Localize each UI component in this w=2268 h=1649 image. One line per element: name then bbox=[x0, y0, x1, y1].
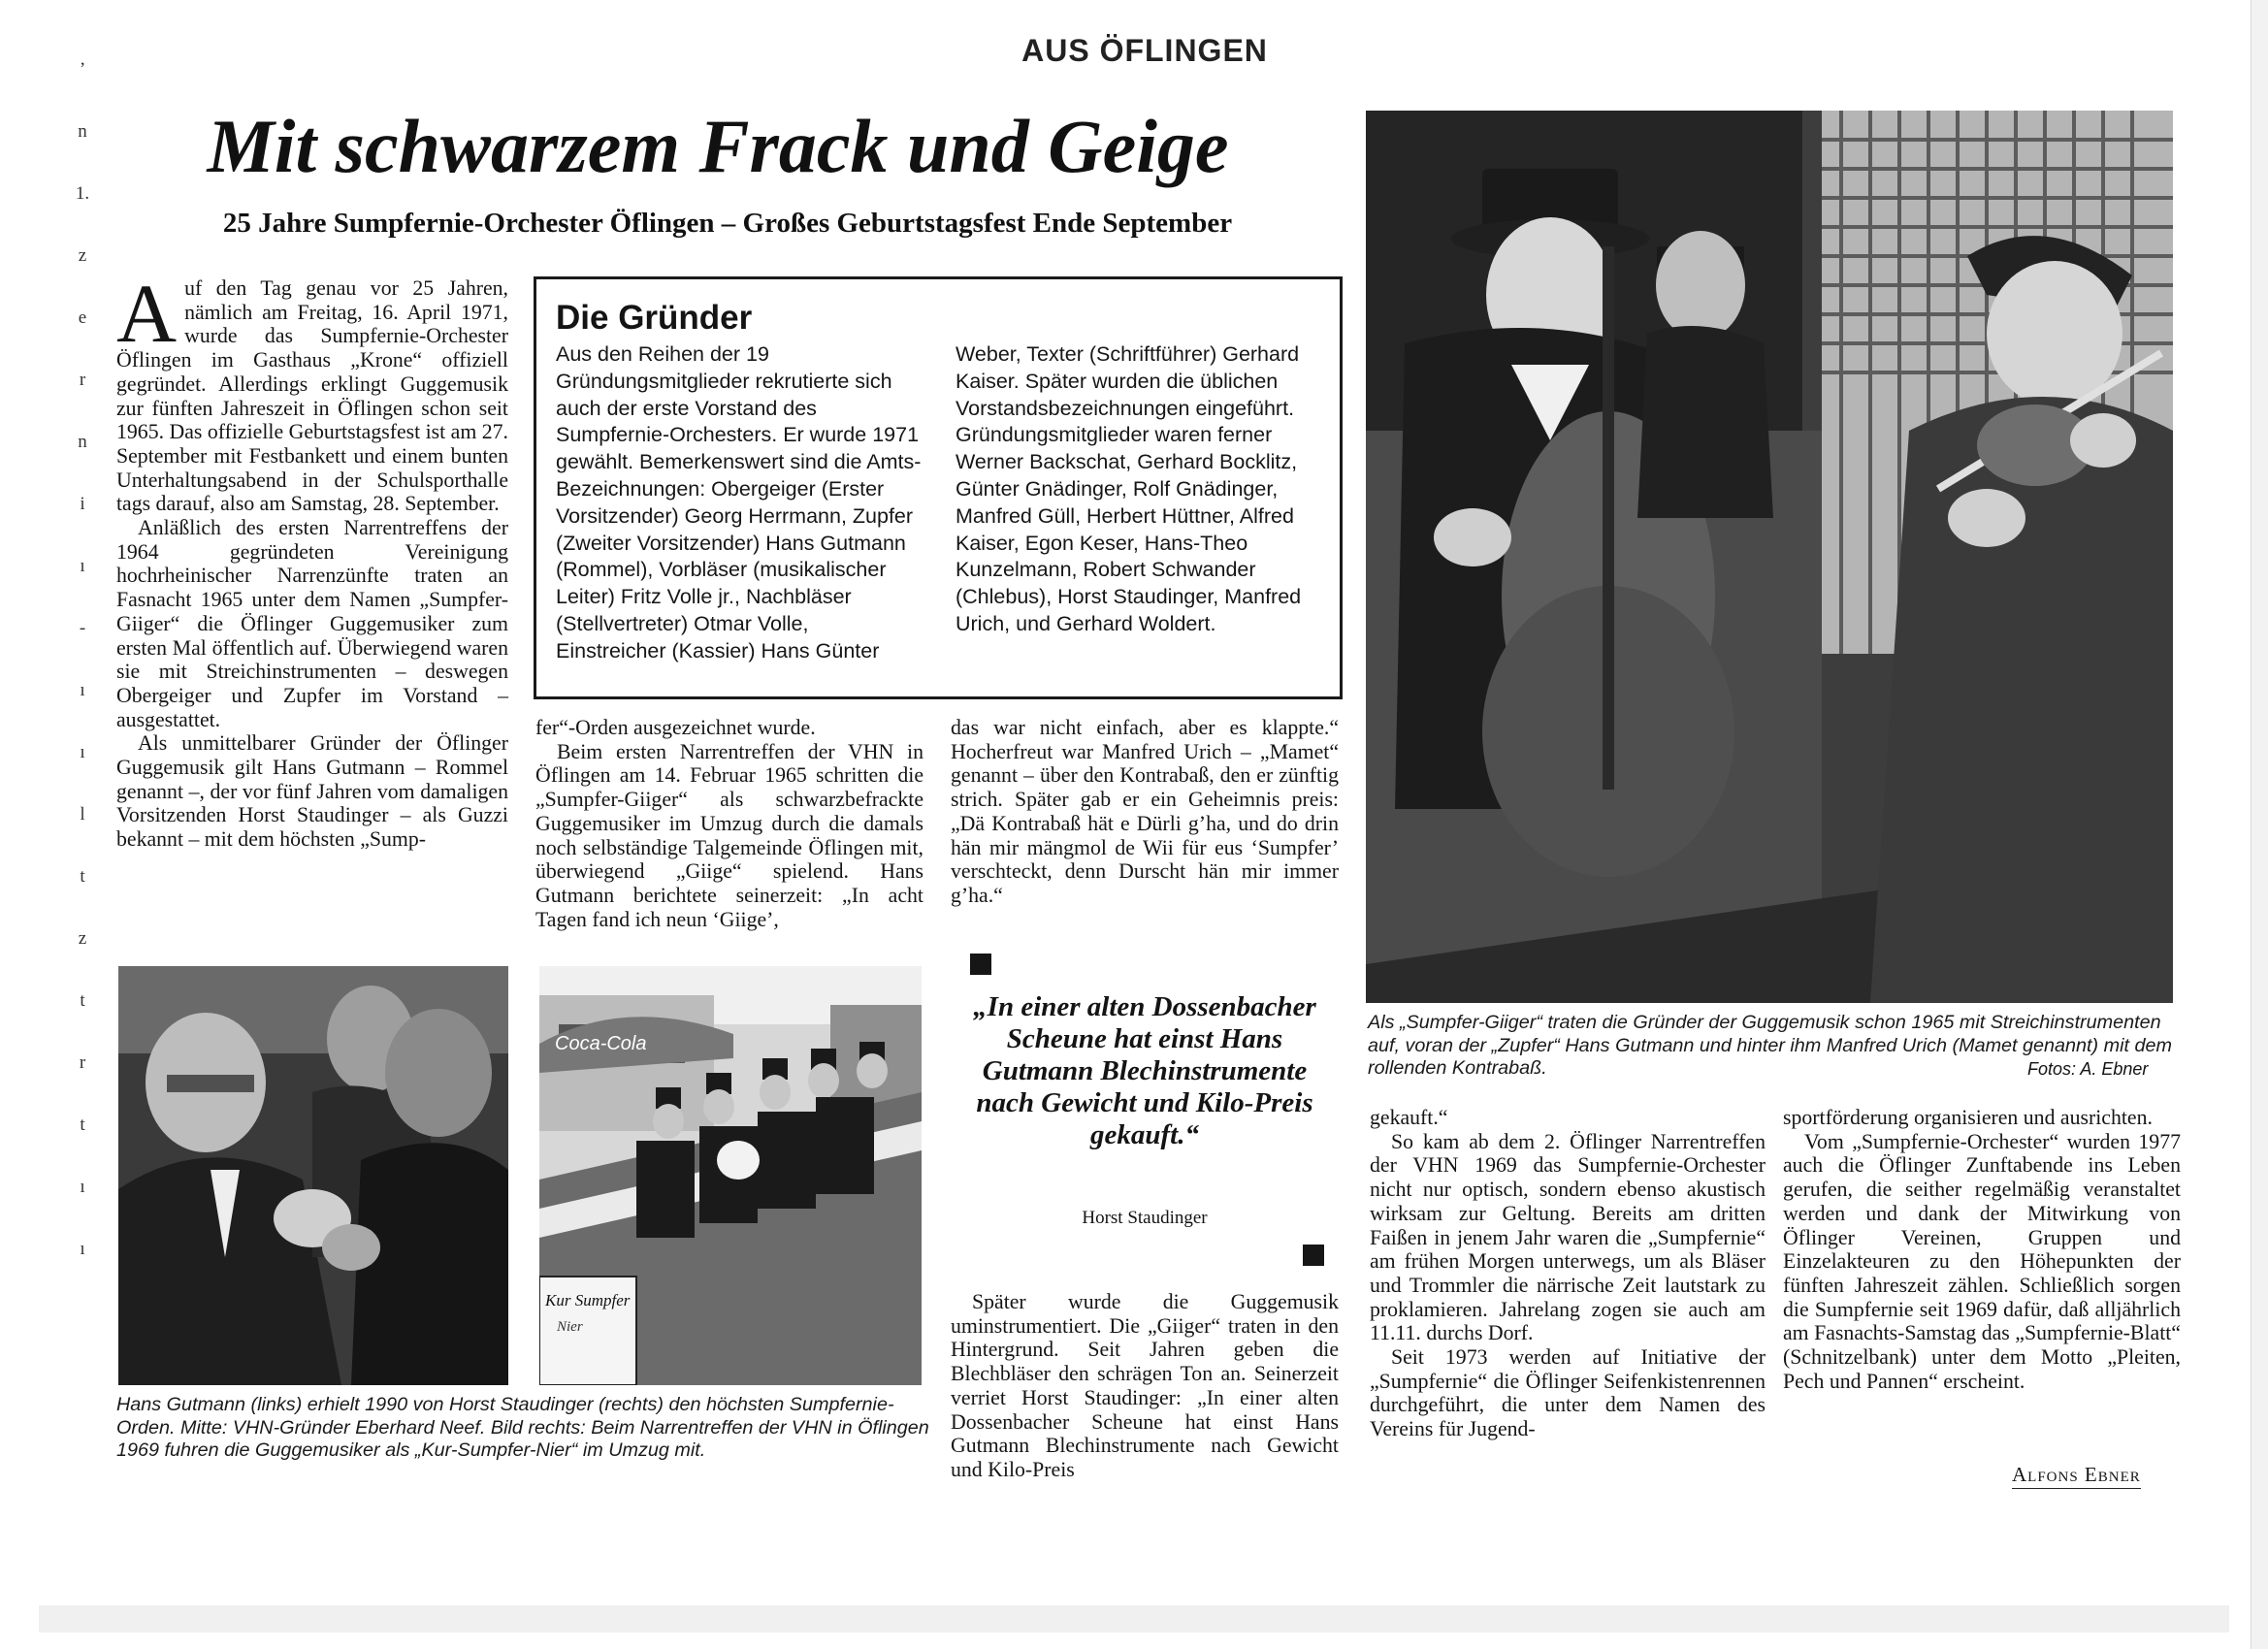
umbrella-logo: Coca-Cola bbox=[555, 1033, 647, 1054]
dropcap: A bbox=[116, 267, 178, 360]
author-signature: Alfons Ebner bbox=[2012, 1463, 2141, 1489]
article-text: uf den Tag genau vor 25 Jahren, nämlich am Freitag, 16. April 1971, wurde das Sumpfernie-Orchester Öflingen im Gasthaus „Krone“ offiziell gegründet. Allerdings erklingt Guggemusik zur fünften Jahreszeit in Öflingen schon seit 1965. Das offizielle Geburtstagsfest ist am 27. September mit Festbankett und einem bunten Unterhaltungsabend in der Schulsporthalle tags darauf, also am Samstag, 28. September. bbox=[116, 276, 508, 516]
article-column-4 bbox=[1370, 1106, 1766, 1441]
margin-mark: ʼ bbox=[79, 59, 86, 80]
article-paragraph: Beim ersten Narrentreffen der VHN in Öflingen am 14. Februar 1965 schritten die „Sumpfer-Giiger“ als schwarzbefrackte Guggemusiker im Umzug durch die damals noch selbständige Talgemeinde Öflingen mit, überwiegend „Giige“ spielend. Hans Gutmann berichtete seinerzeit: „In acht Tagen fand ich neun ‘Giige’, bbox=[535, 739, 923, 931]
margin-mark: t bbox=[80, 990, 85, 1011]
article-paragraph: gekauft.“ bbox=[1370, 1106, 1448, 1129]
article-paragraph: sportförderung organisieren und ausrichten. bbox=[1783, 1106, 2153, 1129]
pull-quote-marker bbox=[970, 954, 991, 975]
gruender-title: Die Gründer bbox=[556, 299, 753, 337]
pull-quote-marker bbox=[1303, 1245, 1324, 1266]
pull-quote: „In einer alten Dossenbacher Scheune hat einst Hans Gutmann Blechinstrumente nach Gewicht und Kilo-Preis gekauft.“ bbox=[973, 991, 1316, 1150]
margin-mark: e bbox=[78, 307, 87, 328]
article-paragraph: Vom „Sumpfernie-Orchester“ wurden 1977 auch die Öflinger Zunftabende ins Leben gerufen, die seither regelmäßig veranstaltet werden und dank der Mitwirkung von Öflinger Vereinen, Gruppen und Einzelakteuren zu den Höhepunkten der fünften Jahreszeit zählen. Schließlich sorgen die Sumpfernie seit 1969 dafür, daß alljährlich am Fasnachts-Samstag das „Sumpfernie-Blatt“ (Schnitzelbank) unter dem Motto „Pleiten, Pech und Pannen“ erscheint. bbox=[1783, 1129, 2181, 1393]
margin-mark: n bbox=[78, 432, 87, 452]
margin-mark: ı bbox=[80, 742, 85, 762]
wagon-sign-2: Nier bbox=[557, 1319, 583, 1335]
margin-mark: t bbox=[80, 1115, 85, 1135]
margin-mark: z bbox=[78, 928, 87, 949]
article-paragraph: fer“-Orden ausgezeichnet wurde. bbox=[535, 716, 816, 739]
margin-mark: z bbox=[78, 245, 87, 266]
photo-sumpfer-giiger bbox=[1366, 111, 2173, 1003]
article-column-5 bbox=[1783, 1106, 2181, 1393]
article-paragraph: Als unmittelbarer Gründer der Öflinger Guggemusik gilt Hans Gutmann – Rommel genannt –, der vor fünf Jahren vom damaligen Vorsitzenden Horst Staudinger – als Guzzi bekannt – mit dem höchsten „Sump- bbox=[116, 731, 508, 852]
margin-mark: r bbox=[79, 370, 86, 390]
section-header: AUS ÖFLINGEN bbox=[1021, 33, 1268, 68]
margin-mark: ı bbox=[80, 1239, 85, 1259]
article-paragraph: Anläßlich des ersten Narrentreffens der 1964 gegründeten Vereinigung hochrheinischer Narrenzünfte traten an Fasnacht 1965 unter dem Namen „Sumpfer-Giiger“ die Öflinger Guggemusiker zum ersten Mal öffentlich auf. Überwiegend waren sie mit Streichinstrumenten – deswegen Obergeiger und Zupfer im Vorstand – ausgestattet. bbox=[116, 516, 508, 731]
article-paragraph bbox=[116, 267, 508, 516]
headline: Mit schwarzem Frack und Geige bbox=[207, 104, 1229, 188]
photo-caption-left: Hans Gutmann (links) erhielt 1990 von Horst Staudinger (rechts) den höchsten Sumpfernie-Orden. Mitte: VHN-Gründer Eberhard Neef. Bild rechts: Beim Narrentreffen der VHN in Öflingen 1969 fuhren die Guggemusiker als „Kur-Sumpfer-Nier“ im Umzug mit. bbox=[116, 1394, 929, 1461]
gruender-infobox bbox=[534, 276, 1343, 699]
margin-mark: r bbox=[79, 1052, 86, 1073]
margin-mark: n bbox=[78, 121, 87, 142]
article-paragraph: Seit 1973 werden auf Initiative der „Sumpfernie“ die Öflinger Seifenkistenrennen durchgeführt, die unter dem Namen des Vereins für Jugend- bbox=[1370, 1345, 1766, 1441]
photo-caption-big: Als „Sumpfer-Giiger“ traten die Gründer der Guggemusik schon 1965 mit Streichinstrumenten auf, voran der „Zupfer“ Hans Gutmann und hinter ihm Manfred Urich (Mamet genannt) mit dem rollenden Kontrabaß. bbox=[1368, 1012, 2172, 1079]
margin-mark: 1. bbox=[75, 183, 90, 204]
margin-mark: ı bbox=[80, 680, 85, 700]
margin-mark: i bbox=[80, 494, 85, 514]
pull-quote-author: Horst Staudinger bbox=[1082, 1208, 1208, 1228]
article-column-2 bbox=[535, 716, 923, 931]
margin-mark: l bbox=[80, 804, 85, 824]
article-paragraph: das war nicht einfach, aber es klappte.“ Hocherfreut war Manfred Urich – „Mamet“ genannt – über den Kontrabaß, den er zünftig strich. Später gab er ein Geheimnis preis: „Dä Kontrabaß hät e Dürli g’ha, und do drin hän mir mängmol de Wii für eus ‘Sumpfer’ verschteckt, denn Durscht hän mir immer g’ha.“ bbox=[951, 716, 1339, 907]
article-paragraph: So kam ab dem 2. Öflinger Narrentreffen der VHN 1969 das Sumpfernie-Orchester nicht nur optisch, sondern ebenso akustisch wirksam zur Geltung. Bereits am dritten Faißen in jenem Jahr waren die „Sumpfernie“ am frühen Morgen unterwegs, um als Bläser und Trommler die närrische Zeit lautstark zu proklamieren. Jahrelang zogen sie auch am 11.11. durchs Dorf. bbox=[1370, 1129, 1766, 1345]
margin-mark: - bbox=[79, 618, 86, 638]
article-column-1 bbox=[116, 267, 508, 852]
subheadline: 25 Jahre Sumpfernie-Orchester Öflingen – Großes Geburtstagsfest Ende September bbox=[222, 208, 1233, 239]
margin-marks bbox=[70, 39, 95, 1280]
photo-order-ceremony bbox=[118, 966, 508, 1385]
gruender-text: Aus den Reihen der 19 Gründungsmitglieder rekrutierte sich auch der erste Vorstand des Sumpfernie-Orchesters. Er wurde 1971 gewählt. Bemerkenswert sind die Amts-Bezeichnungen: Obergeiger (Erster Vorsitzender) Georg Herrmann, Zupfer (Zweiter Vorsitzender) Hans Gutmann (Rommel), Vorbläser (musikalischer Leiter) Fritz Volle jr., Nachbläser (Stellvertreter) Otmar Volle, Einstreicher (Kassier) Hans Günter Weber, Texter (Schriftführer) Gerhard Kaiser. Später wurden die üblichen Vorstandsbezeichnungen eingeführt. Gründungsmitglieder waren ferner Werner Backschat, Gerhard Bocklitz, Günter Gnädinger, Rolf Gnädinger, Manfred Güll, Herbert Hüttner, Alfred Kaiser, Egon Keser, Hans-Theo Kunzelmann, Robert Schwander (Chlebus), Horst Staudinger, Manfred Urich, und Gerhard Woldert. bbox=[556, 342, 1302, 663]
margin-mark: t bbox=[80, 866, 85, 887]
wagon-sign: Kur Sumpfer bbox=[545, 1291, 631, 1310]
page-edge bbox=[2251, 0, 2268, 1649]
article-column-3-bottom bbox=[951, 1290, 1339, 1482]
scan-shadow bbox=[39, 1605, 2229, 1633]
article-paragraph: Später wurde die Guggemusik uminstrumentiert. Die „Giiger“ traten in den Hintergrund. Seit Jahren geben die Blechbläser den schrägen Ton an. Seinerzeit verriet Horst Staudinger: „In einer alten Dossenbacher Scheune hat einst Hans Gutmann Blechinstrumente nach Gewicht und Kilo-Preis bbox=[951, 1290, 1339, 1481]
margin-mark: ı bbox=[80, 556, 85, 576]
photo-parade-wagon bbox=[539, 966, 922, 1385]
margin-mark: ı bbox=[80, 1177, 85, 1197]
photo-credit: Fotos: A. Ebner bbox=[2027, 1059, 2149, 1079]
article-column-3 bbox=[951, 716, 1339, 908]
